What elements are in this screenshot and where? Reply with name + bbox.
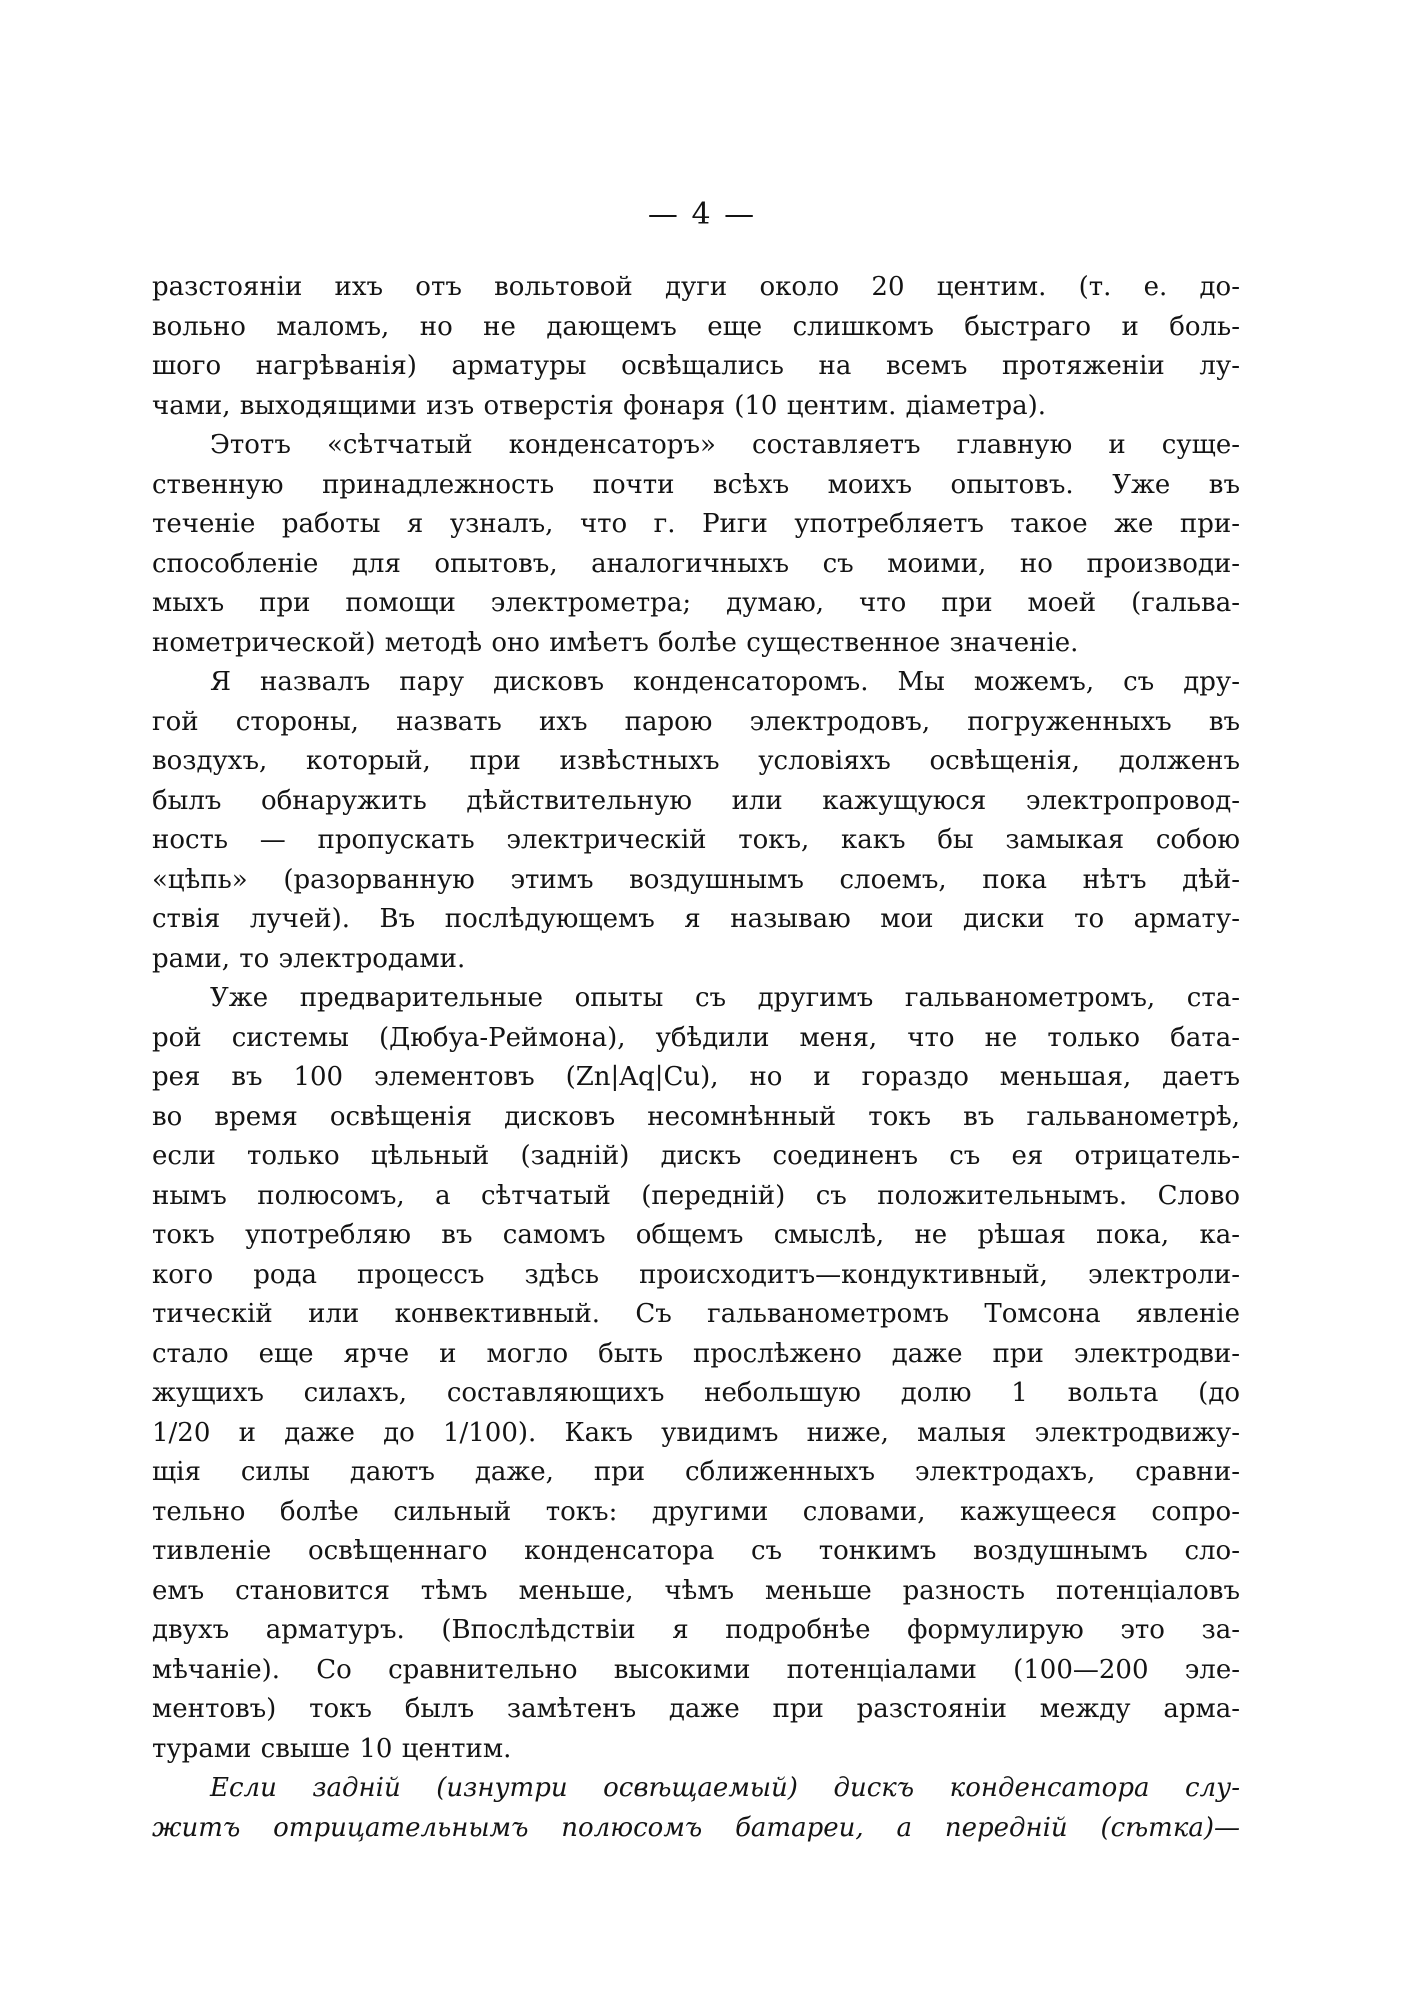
text-line: разстоянiи ихъ отъ вольтовой дуги около 20 центим. (т. е. до- bbox=[152, 272, 1240, 302]
text-line: рой системы (Дюбуа-Реймона), убѣдили меня, что не только бата- bbox=[152, 1022, 1240, 1053]
text-line: тивленiе освѣщеннаго конденсатора съ тонкимъ воздушнымъ сло- bbox=[152, 1536, 1240, 1566]
text-line: тельно болѣе сильный токъ: другими словами, кажущееся сопро- bbox=[152, 1496, 1240, 1527]
text-line: чами, выходящими изъ отверстiя фонаря (10 центим. дiаметра). bbox=[152, 390, 1047, 421]
text-line: способленiе для опытовъ, аналогичныхъ съ моими, но производи- bbox=[152, 548, 1240, 579]
body-text bbox=[152, 268, 1240, 1848]
text-line: Этотъ «сѣтчатый конденсаторъ» составляетъ главную и суще- bbox=[210, 430, 1240, 460]
text-line: мѣчанiе). Со сравнительно высокими потенцiалами (100—200 эле- bbox=[152, 1654, 1240, 1685]
text-line: 1/20 и даже до 1/100). Какъ увидимъ ниже, малыя электродвижу- bbox=[152, 1417, 1240, 1448]
text-line: щiя силы даютъ даже, при сближенныхъ электродахъ, сравни- bbox=[152, 1457, 1240, 1487]
text-line: «цѣпь» (разорванную этимъ воздушнымъ слоемъ, пока нѣтъ дѣй- bbox=[152, 864, 1240, 895]
text-line: емъ становится тѣмъ меньше, чѣмъ меньше разность потенцiаловъ bbox=[152, 1575, 1240, 1606]
text-line: Если заднiй (изнутри освѣщаемый) дискъ конденсатора слу- bbox=[210, 1773, 1240, 1803]
text-line: кого рода процессъ здѣсь происходитъ—кондуктивный, электроли- bbox=[152, 1259, 1240, 1290]
text-line: жущихъ силахъ, составляющихъ небольшую долю 1 вольта (до bbox=[152, 1378, 1240, 1408]
text-line: гой стороны, назвать ихъ парою электродовъ, погруженныхъ въ bbox=[152, 706, 1240, 737]
text-line: мыхъ при помощи электрометра; думаю, что при моей (гальва- bbox=[152, 588, 1240, 618]
text-line: ствiя лучей). Въ послѣдующемъ я называю мои диски то армату- bbox=[152, 904, 1240, 934]
text-line: былъ обнаружить дѣйствительную или кажущуюся электропровод- bbox=[152, 785, 1240, 816]
text-line: воздухъ, который, при извѣстныхъ условiяхъ освѣщенiя, долженъ bbox=[152, 746, 1240, 776]
text-line: вольно маломъ, но не дающемъ еще слишкомъ быстраго и боль- bbox=[152, 311, 1240, 342]
text-line: ментовъ) токъ былъ замѣтенъ даже при разстоянiи между арма- bbox=[152, 1694, 1240, 1724]
text-line: Я назвалъ пару дисковъ конденсаторомъ. Мы можемъ, съ дру- bbox=[210, 667, 1240, 697]
text-line: во время освѣщенiя дисковъ несомнѣнный токъ въ гальванометрѣ, bbox=[152, 1101, 1240, 1132]
text-line: нымъ полюсомъ, а сѣтчатый (переднiй) съ положительнымъ. Слово bbox=[152, 1180, 1240, 1211]
text-line: ность — пропускать электрическiй токъ, какъ бы замыкая собою bbox=[152, 825, 1240, 855]
page-number: — 4 — bbox=[647, 197, 757, 232]
text-line: двухъ арматуръ. (Впослѣдствiи я подробнѣе формулирую это за- bbox=[152, 1615, 1240, 1645]
text-line: шого нагрѣванiя) арматуры освѣщались на всемъ протяженiи лу- bbox=[152, 351, 1240, 381]
text-line: стало еще ярче и могло быть прослѣжено даже при электродви- bbox=[152, 1338, 1240, 1369]
text-line: ственную принадлежность почти всѣхъ моихъ опытовъ. Уже въ bbox=[152, 469, 1240, 500]
text-line: рами, то электродами. bbox=[152, 943, 466, 974]
text-line: нометрической) методѣ оно имѣетъ болѣе существенное значенiе. bbox=[152, 627, 1079, 658]
text-line: тическiй или конвективный. Съ гальванометромъ Томсона явленiе bbox=[152, 1299, 1240, 1329]
text-line: теченiе работы я узналъ, что г. Риги употребляетъ такое же при- bbox=[152, 509, 1240, 539]
text-line: рея въ 100 элементовъ (Zn|Aq|Cu), но и гораздо меньшая, даетъ bbox=[152, 1062, 1240, 1092]
text-line: токъ употребляю въ самомъ общемъ смыслѣ, не рѣшая пока, ка- bbox=[152, 1220, 1240, 1250]
text-line: Уже предварительные опыты съ другимъ гальванометромъ, ста- bbox=[210, 983, 1240, 1013]
text-line: если только цѣльный (заднiй) дискъ соединенъ съ ея отрицатель- bbox=[152, 1141, 1240, 1171]
text-line: житъ отрицательнымъ полюсомъ батареи, а переднiй (сѣтка)— bbox=[152, 1812, 1240, 1843]
text-line: турами свыше 10 центим. bbox=[152, 1733, 512, 1764]
